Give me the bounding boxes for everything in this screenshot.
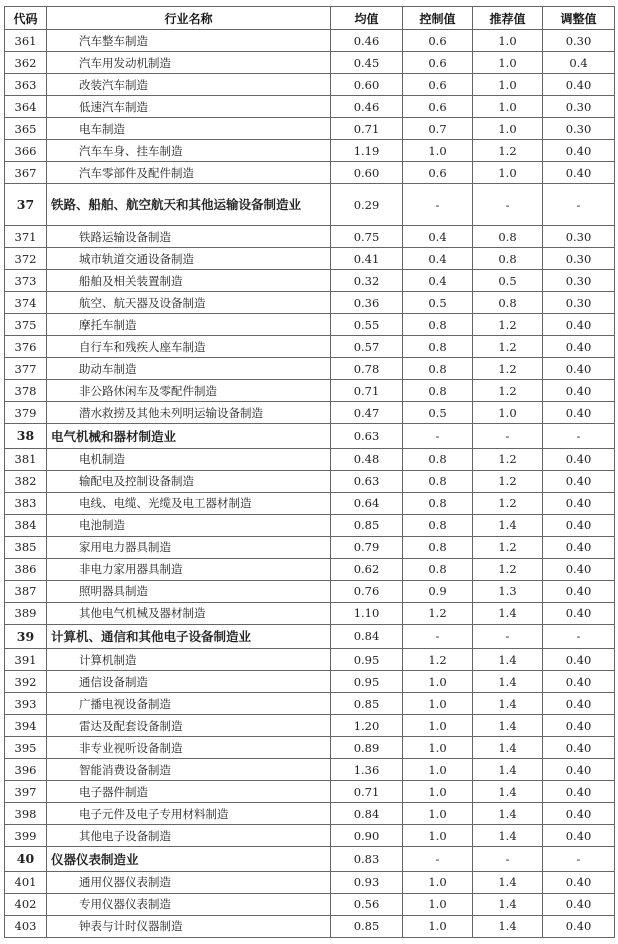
cell-mean: 0.48 [331,448,403,470]
header-row [5,7,615,30]
cell-mean: 0.85 [331,514,403,536]
cell-recommended: 1.4 [473,649,543,671]
cell-name: 其他电气机械及器材制造 [47,602,331,624]
header-recommended: 推荐值 [473,7,543,30]
cell-name: 低速汽车制造 [47,96,331,118]
cell-control: 1.0 [403,140,473,162]
cell-name: 电线、电缆、光缆及电工器材制造 [47,492,331,514]
cell-recommended: 0.8 [473,292,543,314]
cell-recommended: 1.4 [473,871,543,893]
table-row [5,602,615,624]
cell-name: 助动车制造 [47,358,331,380]
cell-control: 1.0 [403,671,473,693]
cell-mean: 0.32 [331,270,403,292]
cell-name: 计算机制造 [47,649,331,671]
cell-adjust: 0.40 [543,358,615,380]
cell-name: 汽车车身、挂车制造 [47,140,331,162]
cell-recommended: 1.0 [473,402,543,424]
cell-adjust: 0.40 [543,737,615,759]
cell-control: 0.6 [403,96,473,118]
cell-code: 374 [5,292,47,314]
cell-name: 非电力家用器具制造 [47,558,331,580]
cell-code: 384 [5,514,47,536]
cell-adjust: - [543,624,615,649]
cell-name: 电车制造 [47,118,331,140]
cell-control: 0.4 [403,270,473,292]
cell-adjust: 0.40 [543,580,615,602]
cell-control: 0.8 [403,380,473,402]
cell-name: 电机制造 [47,448,331,470]
cell-control: 0.8 [403,314,473,336]
table-row [5,825,615,847]
cell-control: 1.0 [403,825,473,847]
cell-name: 计算机、通信和其他电子设备制造业 [47,624,331,649]
cell-control: 0.6 [403,52,473,74]
header-name: 行业名称 [47,7,331,30]
cell-mean: 0.89 [331,737,403,759]
cell-mean: 0.84 [331,624,403,649]
cell-mean: 0.78 [331,358,403,380]
table-row [5,380,615,402]
cell-name: 城市轨道交通设备制造 [47,248,331,270]
cell-code: 364 [5,96,47,118]
cell-mean: 0.75 [331,226,403,248]
industry-table-sheet [4,6,614,938]
cell-mean: 0.57 [331,336,403,358]
cell-control: 1.0 [403,915,473,937]
cell-code: 375 [5,314,47,336]
cell-code: 382 [5,470,47,492]
cell-mean: 1.19 [331,140,403,162]
cell-code: 376 [5,336,47,358]
cell-recommended: - [473,847,543,872]
cell-name: 汽车用发动机制造 [47,52,331,74]
table-body [5,30,615,938]
cell-recommended: 1.2 [473,448,543,470]
cell-control: 0.6 [403,162,473,184]
table-row [5,140,615,162]
cell-name: 改装汽车制造 [47,74,331,96]
cell-control: 0.8 [403,536,473,558]
cell-code: 377 [5,358,47,380]
table-row [5,226,615,248]
table-row [5,580,615,602]
cell-control: - [403,424,473,449]
cell-control: 0.8 [403,514,473,536]
cell-name: 专用仪器仪表制造 [47,893,331,915]
cell-mean: 0.46 [331,96,403,118]
cell-recommended: 1.0 [473,30,543,52]
cell-code: 366 [5,140,47,162]
cell-code: 389 [5,602,47,624]
table-row [5,292,615,314]
cell-name: 输配电及控制设备制造 [47,470,331,492]
cell-adjust: - [543,847,615,872]
table-row [5,248,615,270]
cell-code: 387 [5,580,47,602]
cell-control: 1.0 [403,781,473,803]
cell-name: 航空、航天器及设备制造 [47,292,331,314]
table-row [5,803,615,825]
cell-name: 仪器仪表制造业 [47,847,331,872]
cell-control: 1.0 [403,803,473,825]
cell-recommended: 1.2 [473,140,543,162]
cell-recommended: 1.4 [473,737,543,759]
cell-code: 394 [5,715,47,737]
cell-adjust: 0.40 [543,915,615,937]
cell-adjust: 0.40 [543,558,615,580]
cell-mean: 1.20 [331,715,403,737]
cell-code: 399 [5,825,47,847]
cell-control: 1.0 [403,693,473,715]
cell-adjust: 0.40 [543,380,615,402]
cell-adjust: 0.40 [543,602,615,624]
table-row [5,448,615,470]
cell-adjust: 0.40 [543,893,615,915]
cell-mean: 1.36 [331,759,403,781]
cell-recommended: 1.2 [473,380,543,402]
cell-code: 379 [5,402,47,424]
cell-mean: 0.83 [331,847,403,872]
cell-code: 373 [5,270,47,292]
cell-code: 403 [5,915,47,937]
cell-mean: 0.36 [331,292,403,314]
cell-recommended: 1.4 [473,693,543,715]
cell-recommended: - [473,424,543,449]
group-row [5,624,615,649]
cell-mean: 0.90 [331,825,403,847]
table-row [5,402,615,424]
cell-mean: 0.60 [331,74,403,96]
table-row [5,52,615,74]
cell-recommended: 1.4 [473,781,543,803]
cell-mean: 0.95 [331,649,403,671]
cell-code: 401 [5,871,47,893]
cell-control: 0.9 [403,580,473,602]
cell-mean: 0.56 [331,893,403,915]
cell-adjust: 0.40 [543,492,615,514]
cell-mean: 0.60 [331,162,403,184]
cell-name: 其他电子设备制造 [47,825,331,847]
table-row [5,162,615,184]
cell-mean: 0.41 [331,248,403,270]
cell-recommended: 1.0 [473,118,543,140]
cell-code: 37 [5,184,47,226]
table-row [5,781,615,803]
cell-name: 广播电视设备制造 [47,693,331,715]
cell-control: 0.6 [403,74,473,96]
cell-adjust: 0.40 [543,314,615,336]
cell-recommended: 1.2 [473,536,543,558]
cell-control: 1.0 [403,737,473,759]
cell-recommended: 1.0 [473,162,543,184]
table-row [5,270,615,292]
cell-recommended: 1.2 [473,470,543,492]
cell-adjust: 0.40 [543,693,615,715]
cell-code: 386 [5,558,47,580]
cell-adjust: 0.40 [543,759,615,781]
cell-code: 363 [5,74,47,96]
cell-mean: 0.64 [331,492,403,514]
cell-name: 非专业视听设备制造 [47,737,331,759]
cell-code: 367 [5,162,47,184]
cell-code: 383 [5,492,47,514]
table-row [5,693,615,715]
cell-adjust: 0.30 [543,226,615,248]
cell-control: 0.4 [403,226,473,248]
group-row [5,184,615,226]
cell-recommended: 1.4 [473,759,543,781]
cell-adjust: 0.40 [543,671,615,693]
cell-control: 0.4 [403,248,473,270]
cell-control: 0.8 [403,358,473,380]
cell-name: 电气机械和器材制造业 [47,424,331,449]
cell-recommended: 1.0 [473,52,543,74]
cell-name: 电池制造 [47,514,331,536]
cell-adjust: 0.40 [543,825,615,847]
cell-control: 0.5 [403,402,473,424]
cell-recommended: 0.8 [473,248,543,270]
header-code: 代码 [5,7,47,30]
cell-adjust: 0.40 [543,514,615,536]
cell-code: 393 [5,693,47,715]
table-row [5,74,615,96]
cell-code: 372 [5,248,47,270]
cell-adjust: 0.40 [543,402,615,424]
cell-control: 0.6 [403,30,473,52]
cell-name: 汽车整车制造 [47,30,331,52]
cell-code: 378 [5,380,47,402]
cell-adjust: 0.40 [543,448,615,470]
table-row [5,915,615,937]
cell-adjust: 0.40 [543,74,615,96]
cell-adjust: 0.30 [543,96,615,118]
industry-table [4,6,615,938]
cell-control: 0.8 [403,492,473,514]
cell-adjust: 0.30 [543,118,615,140]
cell-recommended: - [473,184,543,226]
table-row [5,737,615,759]
cell-mean: 0.47 [331,402,403,424]
cell-mean: 0.84 [331,803,403,825]
cell-code: 398 [5,803,47,825]
cell-control: - [403,184,473,226]
cell-recommended: 0.8 [473,226,543,248]
cell-mean: 0.29 [331,184,403,226]
table-row [5,649,615,671]
cell-adjust: 0.4 [543,52,615,74]
cell-mean: 0.95 [331,671,403,693]
cell-name: 家用电力器具制造 [47,536,331,558]
cell-name: 铁路运输设备制造 [47,226,331,248]
cell-name: 钟表与计时仪器制造 [47,915,331,937]
cell-control: 1.0 [403,715,473,737]
cell-adjust: 0.40 [543,715,615,737]
cell-mean: 0.93 [331,871,403,893]
cell-code: 385 [5,536,47,558]
cell-adjust: 0.40 [543,470,615,492]
table-row [5,514,615,536]
cell-mean: 0.55 [331,314,403,336]
cell-code: 392 [5,671,47,693]
cell-name: 摩托车制造 [47,314,331,336]
cell-name: 智能消费设备制造 [47,759,331,781]
cell-code: 402 [5,893,47,915]
cell-code: 396 [5,759,47,781]
cell-code: 362 [5,52,47,74]
cell-name: 通信设备制造 [47,671,331,693]
cell-mean: 0.63 [331,470,403,492]
cell-mean: 0.63 [331,424,403,449]
table-row [5,893,615,915]
cell-adjust: 0.30 [543,270,615,292]
cell-adjust: 0.40 [543,871,615,893]
cell-name: 电子器件制造 [47,781,331,803]
cell-mean: 0.71 [331,380,403,402]
cell-recommended: 1.4 [473,514,543,536]
cell-recommended: 1.2 [473,492,543,514]
cell-mean: 0.45 [331,52,403,74]
cell-recommended: 1.4 [473,602,543,624]
table-row [5,715,615,737]
cell-adjust: 0.40 [543,803,615,825]
table-row [5,671,615,693]
header-adjust: 调整值 [543,7,615,30]
cell-adjust: 0.30 [543,292,615,314]
cell-name: 通用仪器仪表制造 [47,871,331,893]
cell-control: - [403,847,473,872]
cell-recommended: 1.2 [473,336,543,358]
cell-control: 1.2 [403,649,473,671]
cell-adjust: 0.30 [543,248,615,270]
cell-mean: 1.10 [331,602,403,624]
cell-adjust: - [543,184,615,226]
table-row [5,759,615,781]
cell-mean: 0.46 [331,30,403,52]
group-row [5,847,615,872]
cell-control: - [403,624,473,649]
cell-control: 1.0 [403,893,473,915]
cell-code: 397 [5,781,47,803]
cell-name: 铁路、船舶、航空航天和其他运输设备制造业 [47,184,331,226]
table-row [5,358,615,380]
cell-code: 39 [5,624,47,649]
table-row [5,336,615,358]
cell-mean: 0.76 [331,580,403,602]
cell-adjust: 0.40 [543,140,615,162]
header-mean: 均值 [331,7,403,30]
cell-recommended: - [473,624,543,649]
cell-name: 电子元件及电子专用材料制造 [47,803,331,825]
table-row [5,536,615,558]
cell-name: 照明器具制造 [47,580,331,602]
cell-name: 雷达及配套设备制造 [47,715,331,737]
cell-name: 自行车和残疾人座车制造 [47,336,331,358]
cell-code: 38 [5,424,47,449]
cell-code: 371 [5,226,47,248]
cell-recommended: 1.3 [473,580,543,602]
group-row [5,424,615,449]
table-row [5,96,615,118]
cell-control: 1.0 [403,871,473,893]
cell-mean: 0.79 [331,536,403,558]
cell-adjust: 0.40 [543,781,615,803]
cell-code: 40 [5,847,47,872]
cell-code: 395 [5,737,47,759]
cell-control: 0.8 [403,470,473,492]
cell-adjust: - [543,424,615,449]
cell-recommended: 1.4 [473,715,543,737]
cell-recommended: 1.2 [473,558,543,580]
cell-recommended: 1.4 [473,825,543,847]
cell-name: 汽车零部件及配件制造 [47,162,331,184]
cell-mean: 0.85 [331,693,403,715]
cell-adjust: 0.40 [543,162,615,184]
cell-recommended: 1.4 [473,803,543,825]
cell-mean: 0.71 [331,781,403,803]
cell-control: 0.8 [403,336,473,358]
cell-control: 0.8 [403,558,473,580]
cell-recommended: 1.2 [473,358,543,380]
cell-name: 非公路休闲车及零配件制造 [47,380,331,402]
cell-adjust: 0.40 [543,649,615,671]
table-row [5,118,615,140]
cell-recommended: 0.5 [473,270,543,292]
cell-recommended: 1.2 [473,314,543,336]
cell-adjust: 0.40 [543,536,615,558]
cell-recommended: 1.0 [473,74,543,96]
cell-control: 1.2 [403,602,473,624]
cell-code: 391 [5,649,47,671]
cell-code: 361 [5,30,47,52]
table-row [5,871,615,893]
table-row [5,30,615,52]
header-control: 控制值 [403,7,473,30]
table-row [5,470,615,492]
table-header [5,7,615,30]
cell-control: 0.5 [403,292,473,314]
cell-name: 潜水救捞及其他未列明运输设备制造 [47,402,331,424]
cell-name: 船舶及相关装置制造 [47,270,331,292]
cell-recommended: 1.4 [473,671,543,693]
cell-control: 1.0 [403,759,473,781]
cell-adjust: 0.30 [543,30,615,52]
table-row [5,558,615,580]
cell-code: 365 [5,118,47,140]
table-row [5,492,615,514]
cell-mean: 0.71 [331,118,403,140]
cell-adjust: 0.40 [543,336,615,358]
cell-recommended: 1.4 [473,893,543,915]
cell-recommended: 1.4 [473,915,543,937]
table-row [5,314,615,336]
cell-code: 381 [5,448,47,470]
cell-recommended: 1.0 [473,96,543,118]
cell-control: 0.7 [403,118,473,140]
cell-mean: 0.85 [331,915,403,937]
cell-control: 0.8 [403,448,473,470]
cell-mean: 0.62 [331,558,403,580]
